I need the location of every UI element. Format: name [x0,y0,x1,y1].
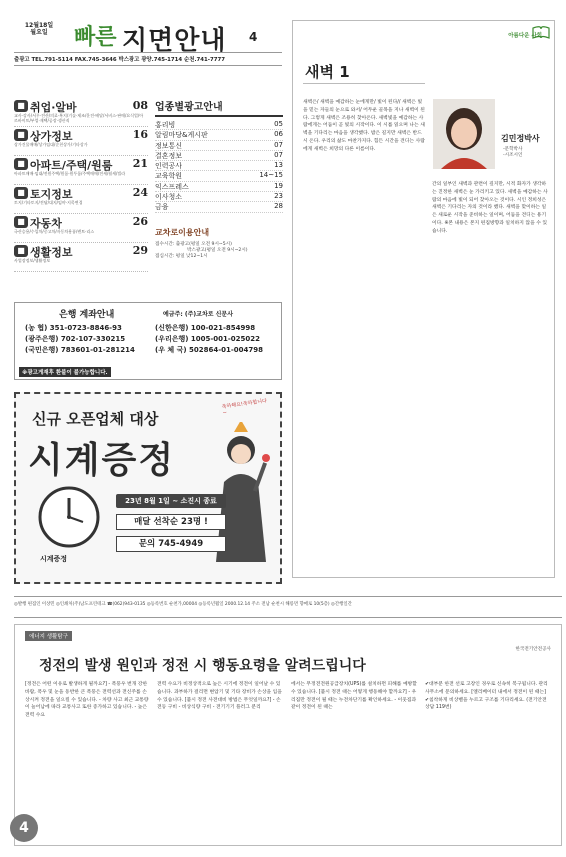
bank-right-col [155,323,263,356]
ad-row-page: 14~15 [259,171,283,180]
column-category: 아름다운 사회 [508,33,542,39]
account-line: (우리은행) 1005-001-025022 [155,334,261,343]
article-col-4: ✔대부분 한전 선로 고장인 경우로 신속히 복구됩니다. 관리사무소에 문의하세요. [엘리베이터 내에서 정전이 된 때는] ✔침착하게 비상벨을 누르고 구조를 기다리세요. (전기안전 상담 119번) [425,682,548,711]
column-article [292,20,555,578]
ad-row-label: 알림마당&게시판 [155,131,208,140]
ad-row-page: 07 [274,150,283,159]
category-page: 29 [132,244,148,257]
category-title: 토지정보 [30,188,73,201]
life-icon: ■ [14,245,28,257]
ad-guide-row[interactable] [155,161,283,171]
ad-row-label: 인력공사 [155,162,183,171]
date-line: 12월18일 [24,22,54,29]
category-desc: 토지/기타토지/전답/대지/임야·지목변경 [14,200,83,205]
usage-title: 교차로이용안내 [155,227,210,237]
author-name: 김민정박사 [501,134,540,143]
column-body: 새벽은/ 새벽을 예감하는 눈에게만/ 빛이 된다// 새벽은 빛을 믿는 자들의 눈으로 와서/ 어두운 골목을 지나 새벽이 된다. 그렇게 새벽은 조용히 찾아온다. 새벽빛을 예감하는 사람에게는 어둠이 곧 빛의 시작이다. 이 시를 읽으며 나는 새벽을 기다리는 마음을 생각했다. 밤은 길지만 새벽은 반드시 온다. 우리의 삶도 마찬가지다. 힘든 시간을 견디는 사람에게 새벽은 희망의 다른 이름이다. [303,100,425,152]
category-list [14,98,148,272]
ad-guide-row[interactable] [155,141,283,151]
ad-guide-row[interactable] [155,202,283,212]
account-line: (국민은행) 783601-01-281214 [25,345,135,354]
ad-row-page: 28 [274,202,283,211]
category-page: 16 [132,128,148,141]
article-source: 한국전기안전공사 [515,647,551,652]
ad-row-page: 19 [274,181,283,190]
usage-line: 접심시간: 평일 낮12~1시 [155,254,208,260]
ad-row-page: 06 [274,130,283,139]
weekday-line: 월요일 [30,29,48,37]
ad-row-label: 금융 [155,203,169,212]
account-line: (광주은행) 702-107-330215 [25,334,126,343]
category-desc: 아파트매매·임대/전원주택/원룸·원투룸/주택매매/전세/월세/빌라 [14,171,126,176]
category-item[interactable] [14,127,148,156]
briefcase-icon: ■ [14,100,28,112]
article-tag: 에너지 생활탐구 [25,631,72,641]
article-col-2: 전력 수요가 비정상적으로 높은 시기에 정전이 일어날 수 있습니다. 과부하가 걸리면 변압기 및 기타 장비가 손상을 입을 수 있습니다. [불시 정전 사전대비 방법은 무엇일까요?] - 손전등 구비 - 비상식량 구비 - 전기기기 플러그 분리 [157,682,282,711]
bank-title: 은행 계좌안내 [59,310,115,320]
issue-date [24,22,54,36]
ad-guide-row[interactable] [155,192,283,202]
ad-row-page: 05 [274,120,283,128]
promo-subtitle: 신규 오픈업체 대상 [32,410,159,428]
ad-row-label: 홍리빙 [155,121,176,129]
category-page: 08 [132,99,148,112]
usage-line: 접수시간: 출광고(평일 오전 9시~5시) [155,241,232,247]
page-number-badge: 4 [10,814,38,842]
category-item[interactable] [14,214,148,243]
author-role: -문학박사 -시조시인 [503,147,523,159]
category-title: 상가정보 [30,130,73,143]
promo-period: 23년 8월 1일 ~ 소진시 종료 [116,494,226,508]
speech-bubble: 축하해요!축하합니다~ [221,398,268,417]
column-body-continued: 간의 일부인 새벽과 관련이 깊지만, 시적 화자가 생각하는 진정한 새벽은 눈 가리키고 있다. 새벽을 예감하는 사람의 마음에 빛이 되어 찾아오는 것이다. 시인 정희성은 새벽은 기다리는 자의 것이라 했다. 새벽을 맞이하는 일은 새로운 시작을 준비하는 일이며, 어둠을 견디는 용기이다. ※본 내용은 본지 편집방향과 일치하지 않을 수 있습니다. [432,182,548,234]
category-item[interactable] [14,243,148,272]
category-item[interactable] [14,98,148,127]
car-icon: ■ [14,216,28,228]
title-rule [303,83,425,84]
category-page: 24 [132,186,148,199]
category-title: 아파트/주택/원룸 [30,159,113,172]
article-title: 정전의 발생 원인과 정전 시 행동요령을 알려드립니다 [39,658,366,674]
category-title: 취업·알바 [30,101,77,114]
ad-guide-title: 업종별광고안내 [155,98,283,117]
ad-row-label: 익스프레스 [155,182,189,191]
ad-row-label: 정보통신 [155,141,183,150]
shop-icon: ■ [14,129,28,141]
bank-holder: 예금주: (주)교차로 신문사 [163,311,234,318]
category-title: 자동차 [30,217,62,230]
contact-line: 출광고 TEL.791-5114 FAX.745-3646 박스광고 광양.745-1714 순천.741-7777 [14,52,282,66]
category-item[interactable] [14,156,148,185]
clock-icon [38,486,100,548]
ad-row-label: 결혼정보 [155,151,183,160]
ad-guide-row[interactable] [155,171,283,181]
land-icon: ■ [14,187,28,199]
ad-row-page: 23 [274,192,283,201]
promo-coupon [14,392,282,584]
category-title: 생활정보 [30,246,73,259]
ad-row-label: 교육학원 [155,172,183,181]
ad-row-page: 13 [274,161,283,170]
category-page: 26 [132,215,148,228]
ad-row-page: 07 [274,140,283,149]
ad-guide-row[interactable] [155,182,283,192]
brand-logo: 빠른 [74,24,117,50]
page-number-top: 4 [249,30,258,44]
category-desc: 사업장정보/생활정보 [14,258,51,263]
energy-article [14,624,562,846]
author-photo [433,99,495,169]
building-icon: ■ [14,158,28,170]
promo-limit: 매달 선착순 23명 ! [116,514,226,530]
article-col-3: 에서는 무정전전원공급장치(UPS)를 설치하면 피해를 예방할 수 있습니다. [불시 정전 때는 어떻게 행동해야 할까요?] - 우리집만 정전이 될 때는 누전차단기를 확인하세요. - 이웃집과 같이 정전이 된 때는 [291,682,417,711]
refund-note: ※광고게재후 환불이 불가능합니다. [19,367,111,377]
category-desc: 국산승용/수입차/중고차/자동차용품/렌트·리스 [14,229,95,234]
account-line: (신한은행) 100-021-854998 [155,324,256,332]
bank-left-col [25,323,135,356]
ad-guide-row[interactable] [155,151,283,161]
ad-guide [155,98,283,260]
account-line: (농 협) 351-0723-8846-93 [25,324,122,332]
usage-line: 박스광고(평일 오전 9시~2시) [187,247,248,253]
category-page: 21 [132,157,148,170]
column-title: 새벽 1 [305,63,350,81]
masthead [14,18,282,66]
clock-label: 시계증정 [40,555,68,563]
ad-row-label: 이사청소 [155,193,183,202]
ad-guide-row[interactable] [155,120,283,130]
category-desc: 교사·강사/서무·전산/의료·복지/기술·제조/운전·배달/서비스·판매/요식업/아르바이트/부업·재택/공장·생산직 [14,113,144,124]
page-title: 지면안내 [122,26,227,56]
ad-guide-row[interactable] [155,130,283,140]
bank-accounts [14,302,282,380]
promo-title: 시계증정 [28,440,176,481]
publisher-info: ◎발행 편집인 이상민 ◎인쇄처(주)남도프린테크 ☎(062)943-0135 ◎등록번호 순천가,00004 ◎등록년월일 2000.12.14 주소 전남 순천시 해룡면 향매로 10(5층) ◎간행일간 [14,596,562,618]
category-desc: 상가건물매매/상가임대/순천상가/기타상가 [14,142,88,147]
category-item[interactable] [14,185,148,214]
account-line: (우 체 국) 502864-01-004798 [155,345,263,354]
book-icon [532,25,550,39]
promo-phone[interactable]: 문의 745-4949 [116,536,226,552]
article-col-1: [정전은 어떤 이유로 발생하게 될까요?] - 폭풍우 번개 강한 바람, 폭우 및 눈을 동반한 큰 폭풍은 전력선과 전신주를 손상시켜 정전을 일으킬 수 있습니다. - 차량 사고 최근 교통량이 늘어남에 따라 교통사고 또한 증가하고 있습니다. - 높은 전력 수요 [25,682,149,719]
